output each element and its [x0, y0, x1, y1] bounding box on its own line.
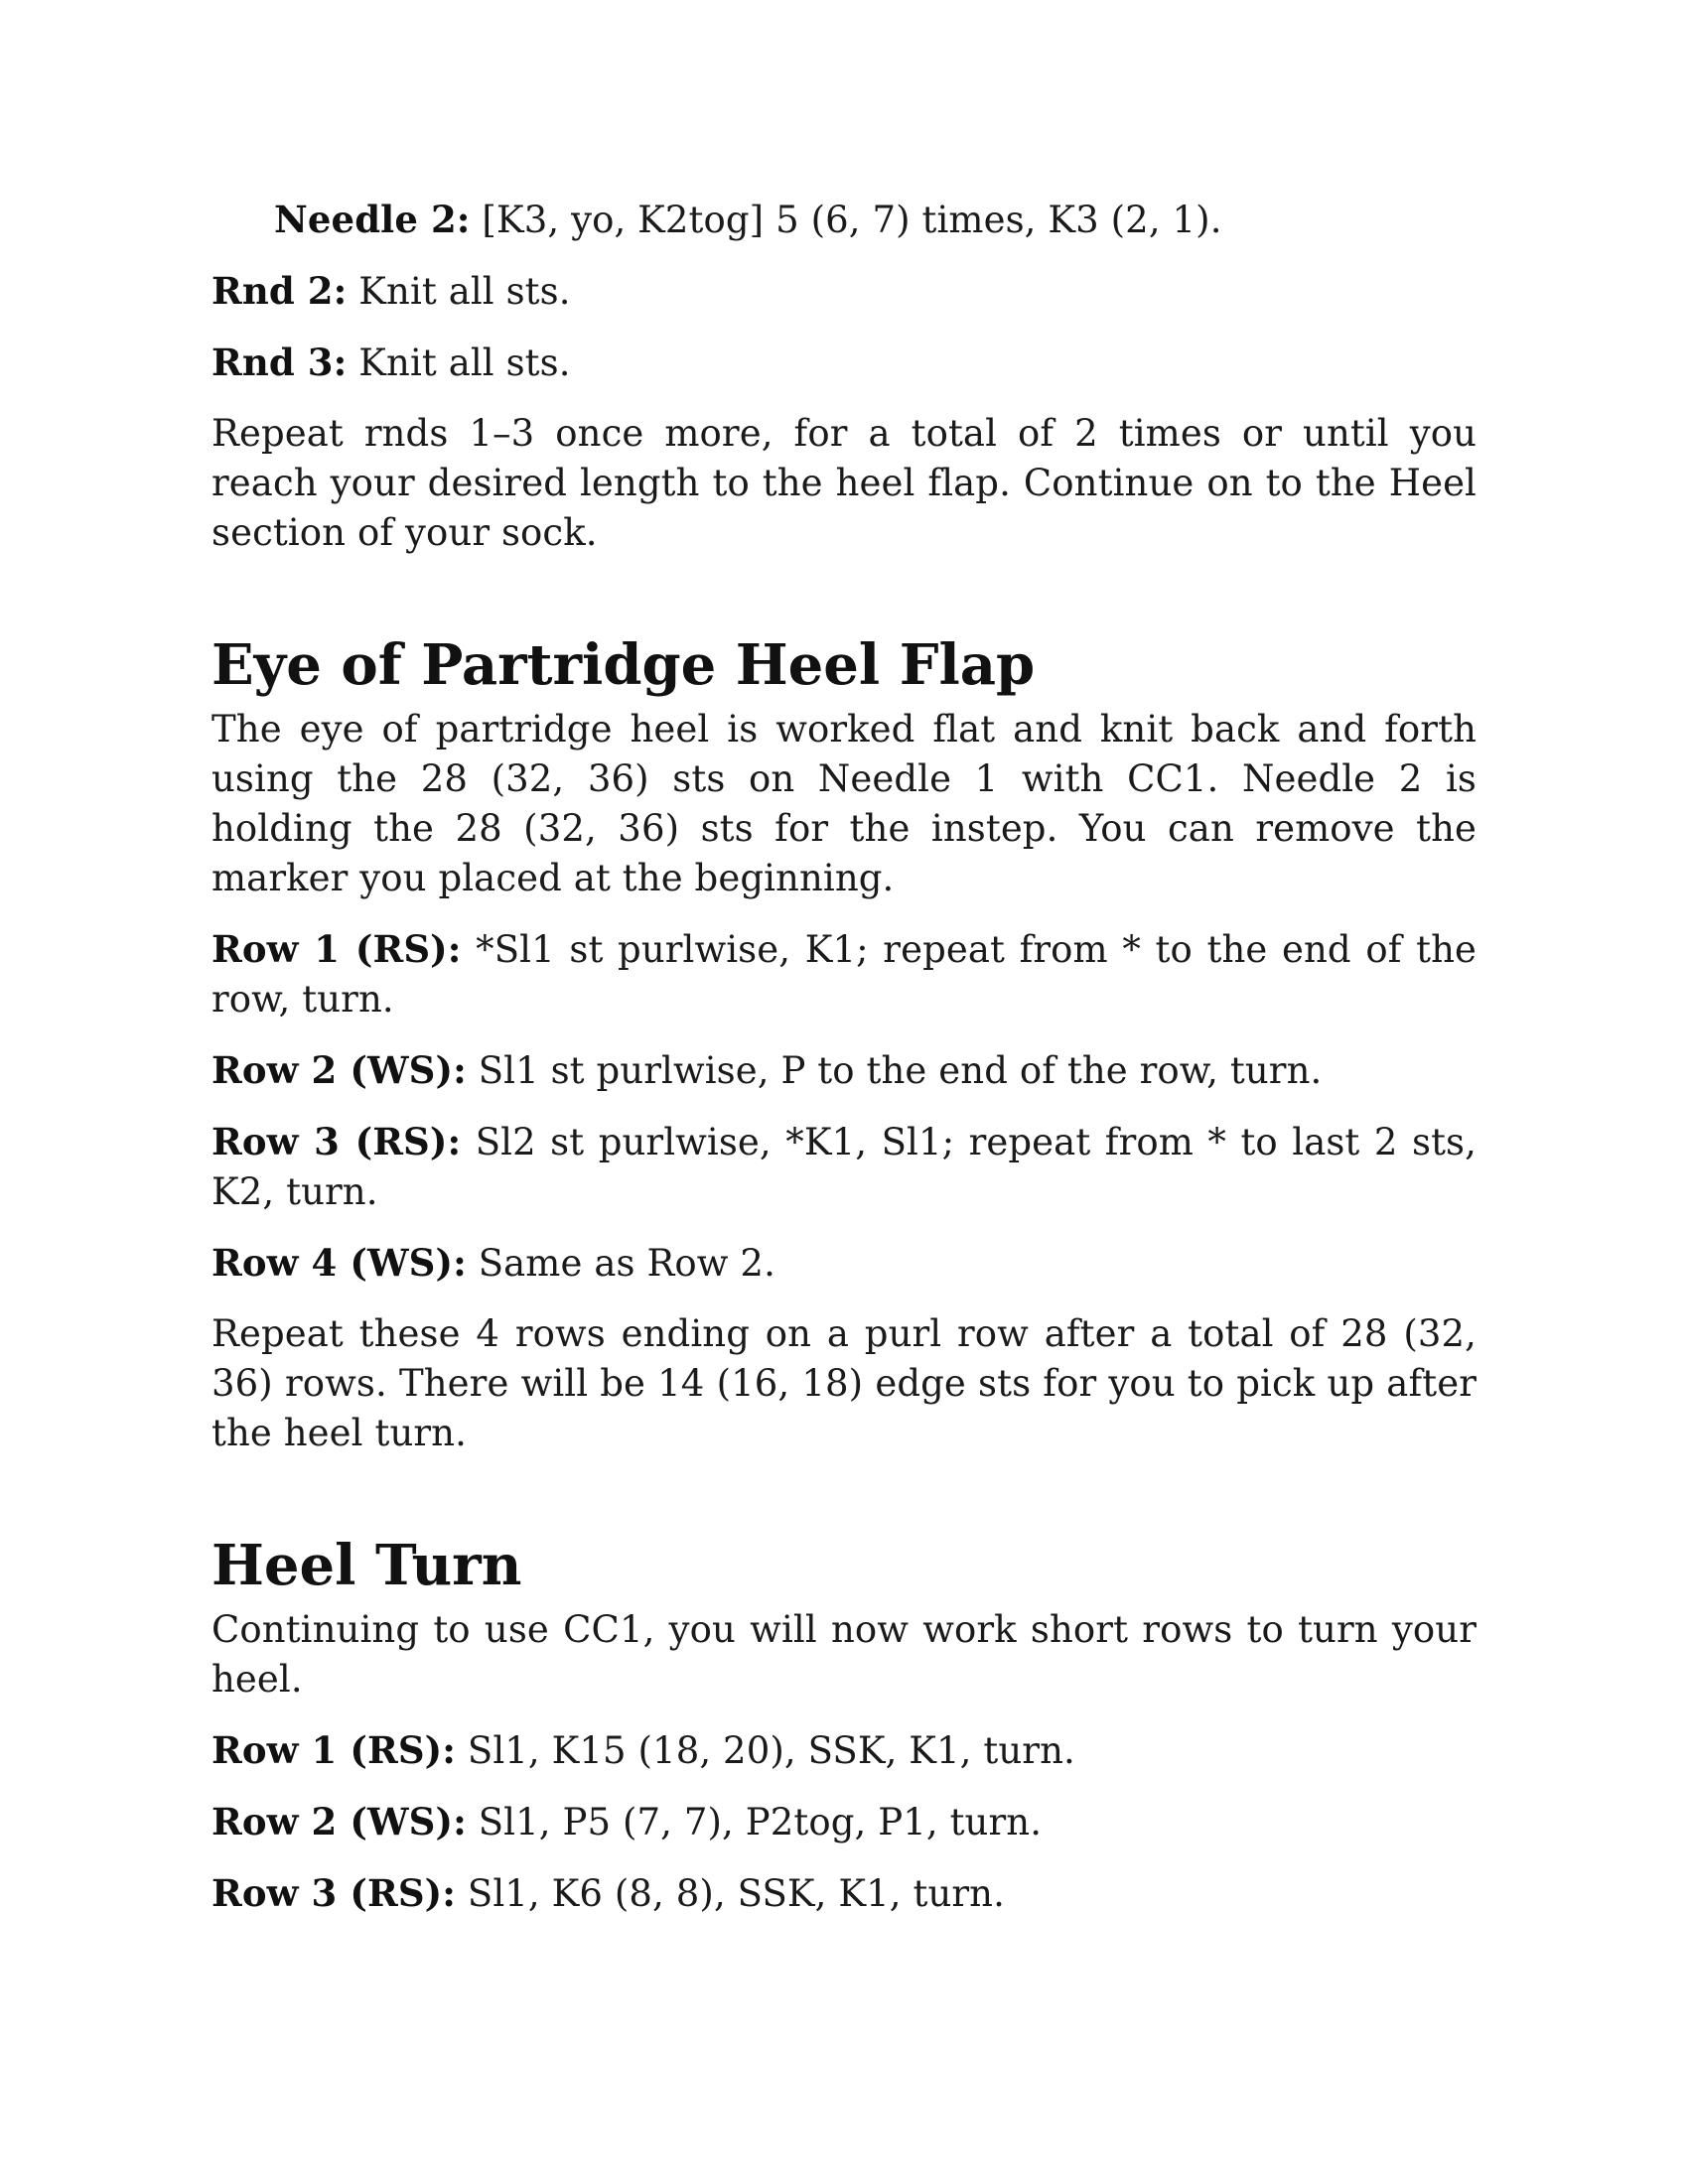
instruction-text: Knit all sts. [347, 341, 571, 384]
instruction-text: [K3, yo, K2tog] 5 (6, 7) times, K3 (2, 1). [470, 199, 1222, 241]
instruction-label: Rnd 3: [211, 341, 348, 384]
heel-turn-row-2 [211, 1797, 1477, 1847]
heel-turn-row-1 [211, 1725, 1477, 1776]
heel-flap-heading: Eye of Partridge Heel Flap [211, 632, 1036, 698]
instruction-label: Row 1 (RS): [211, 927, 462, 971]
instruction-text: Sl2 st purlwise, *K1, Sl1; repeat from * to last 2 sts, K2, turn. [211, 1121, 1477, 1213]
instruction-text: Sl1, K6 (8, 8), SSK, K1, turn. [456, 1872, 1005, 1915]
heel-turn-intro: Continuing to use CC1, you will now work short rows to turn your heel. [211, 1608, 1477, 1701]
instruction-label: Row 1 (RS): [211, 1728, 457, 1772]
instruction-text: Same as Row 2. [466, 1242, 775, 1285]
instruction-label: Row 2 (WS): [211, 1800, 467, 1843]
instruction-needle-2 [211, 195, 1477, 245]
heel-flap-row-2 [211, 1045, 1477, 1096]
instruction-label: Rnd 2: [211, 269, 348, 313]
instruction-label: Row 2 (WS): [211, 1048, 467, 1092]
instruction-text: Knit all sts. [347, 270, 571, 313]
heel-flap-row-3 [211, 1117, 1477, 1217]
instruction-rnd-3 [211, 338, 1477, 388]
instruction-label: Needle 2: [274, 198, 471, 241]
heel-flap-row-4 [211, 1238, 1477, 1289]
instruction-label: Row 4 (WS): [211, 1241, 467, 1285]
heel-turn-row-3 [211, 1868, 1477, 1919]
instruction-rnd-2 [211, 266, 1477, 317]
instruction-text: *Sl1 st purlwise, K1; repeat from * to the end of the row, turn. [211, 928, 1477, 1021]
heel-flap-outro: Repeat these 4 rows ending on a purl row after a total of 28 (32, 36) rows. There will be 14 (16, 18) edge sts for you to pick up after the heel turn. [211, 1312, 1477, 1454]
instruction-label: Row 3 (RS): [211, 1120, 462, 1163]
repeat-paragraph: Repeat rnds 1–3 once more, for a total of 2 times or until you reach your desired length to the heel flap. Continue on to the Heel section of your sock. [211, 412, 1477, 554]
heel-flap-intro: The eye of partridge heel is worked flat and knit back and forth using the 28 (32, 36) sts on Needle 1 with CC1. Needle 2 is holding the 28 (32, 36) sts for the instep. You can remove the marker you placed at the beginning. [211, 708, 1477, 899]
instruction-text: Sl1, P5 (7, 7), P2tog, P1, turn. [466, 1801, 1043, 1843]
instruction-text: Sl1, K15 (18, 20), SSK, K1, turn. [456, 1729, 1075, 1772]
heel-turn-heading: Heel Turn [211, 1533, 522, 1598]
instruction-label: Row 3 (RS): [211, 1871, 457, 1915]
instruction-text: Sl1 st purlwise, P to the end of the row, turn. [466, 1049, 1323, 1092]
heel-flap-row-1 [211, 924, 1477, 1024]
document-page [211, 195, 1477, 1940]
